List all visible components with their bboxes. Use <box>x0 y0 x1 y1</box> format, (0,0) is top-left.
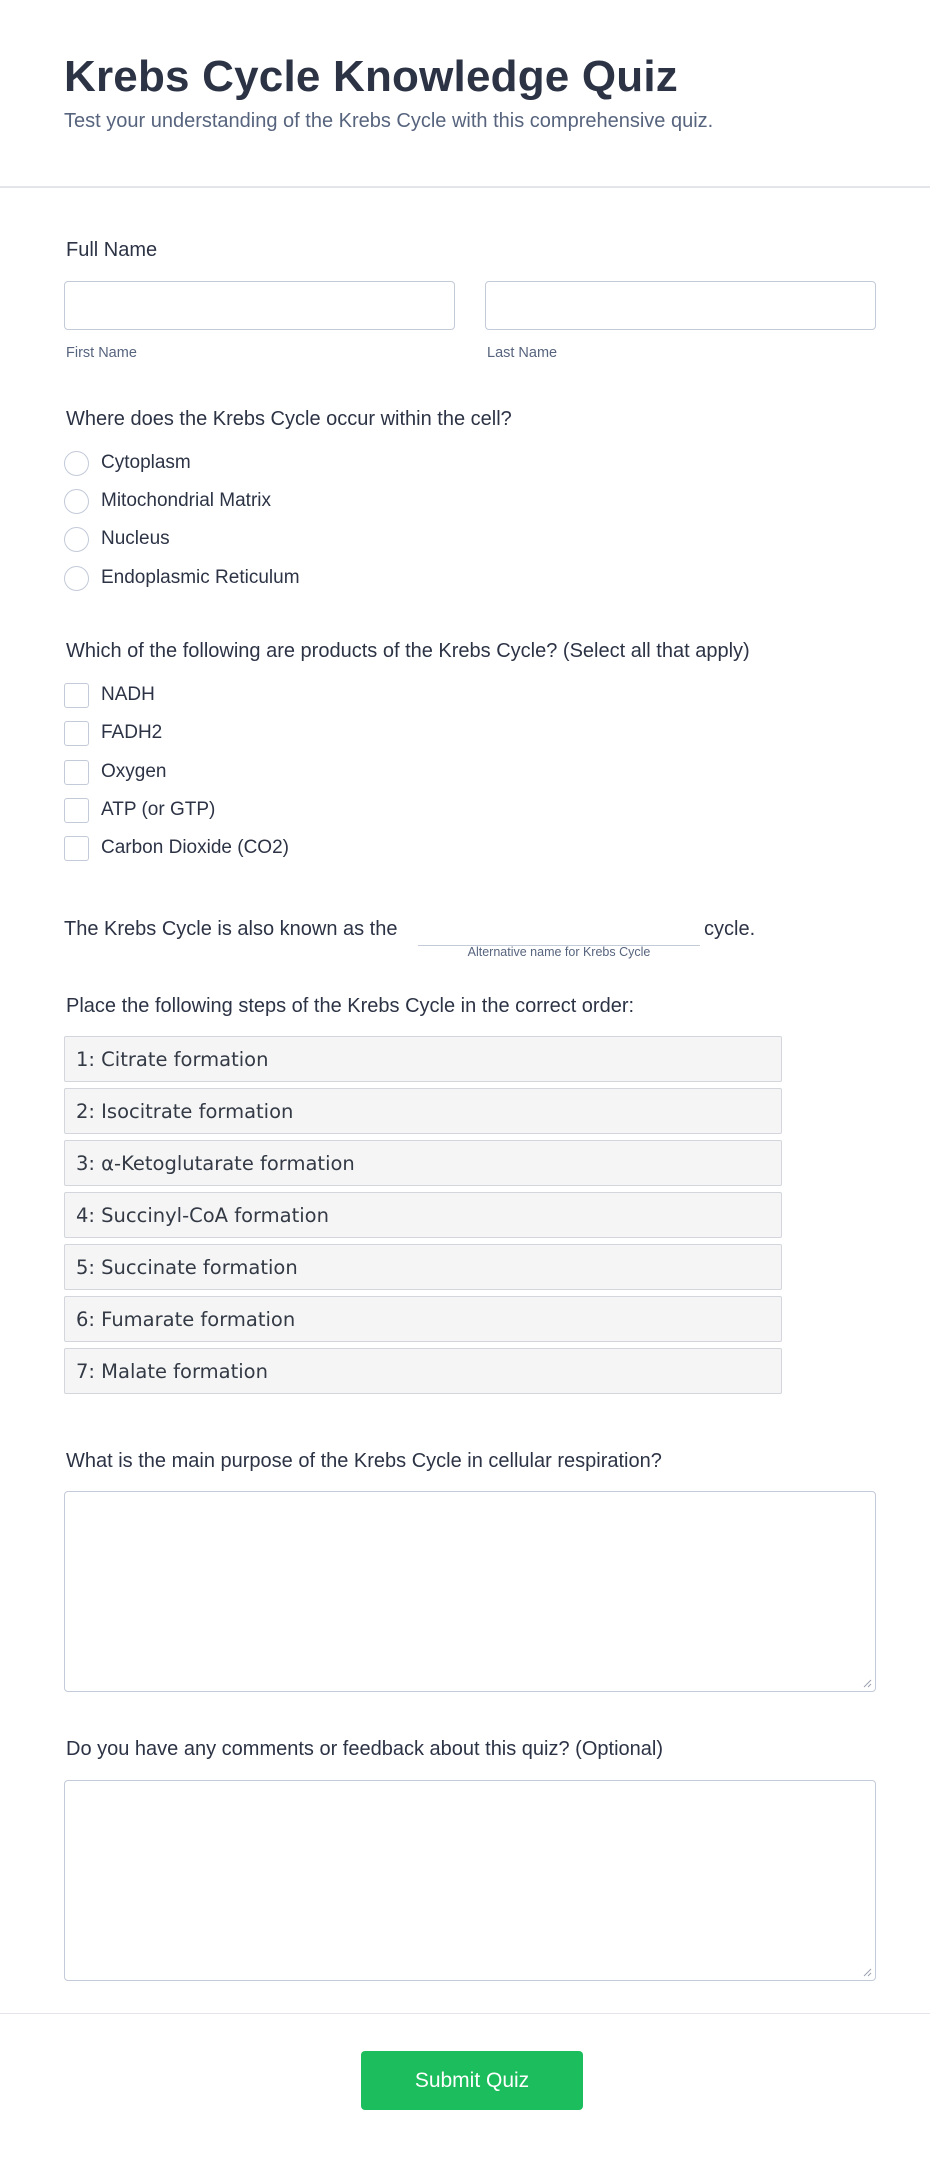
resize-grip-icon[interactable] <box>862 1678 872 1688</box>
order-step-item[interactable]: 5: Succinate formation <box>64 1244 782 1290</box>
radio-option-label: Endoplasmic Reticulum <box>101 567 300 588</box>
checkbox-option-label: NADH <box>101 684 155 705</box>
purpose-textarea[interactable] <box>64 1491 876 1692</box>
last-name-sublabel: Last Name <box>487 345 558 361</box>
radio-option-endoplasmic-reticulum[interactable] <box>64 564 300 592</box>
checkbox-option-fadh2[interactable] <box>64 719 162 747</box>
checkbox[interactable] <box>64 836 89 861</box>
order-step-item[interactable]: 3: α-Ketoglutarate formation <box>64 1140 782 1186</box>
fill-blank-sublabel: Alternative name for Krebs Cycle <box>467 945 651 959</box>
checkbox[interactable] <box>64 721 89 746</box>
full-name-label: Full Name <box>66 239 158 261</box>
checkbox-option-label: Oxygen <box>101 761 167 782</box>
resize-grip-icon[interactable] <box>862 1967 872 1977</box>
products-question: Which of the following are products of the Krebs Cycle? (Select all that apply) <box>66 640 750 662</box>
radio-button[interactable] <box>64 566 89 591</box>
radio-option-label: Cytoplasm <box>101 452 191 473</box>
form-header <box>0 0 930 188</box>
feedback-question: Do you have any comments or feedback about this quiz? (Optional) <box>66 1738 663 1760</box>
order-step-item[interactable]: 2: Isocitrate formation <box>64 1088 782 1134</box>
radio-button[interactable] <box>64 489 89 514</box>
checkbox[interactable] <box>64 798 89 823</box>
checkbox-option-label: FADH2 <box>101 722 163 743</box>
checkbox-option-nadh[interactable] <box>64 681 155 709</box>
checkbox-option-oxygen[interactable] <box>64 758 166 786</box>
first-name-sublabel: First Name <box>66 345 137 361</box>
checkbox-option-co2[interactable] <box>64 834 289 862</box>
radio-button[interactable] <box>64 527 89 552</box>
checkbox[interactable] <box>64 760 89 785</box>
radio-option-cytoplasm[interactable] <box>64 449 191 477</box>
checkbox-option-atp[interactable] <box>64 796 215 824</box>
feedback-textarea[interactable] <box>64 1780 876 1981</box>
checkbox-option-label: Carbon Dioxide (CO2) <box>101 837 289 858</box>
checkbox[interactable] <box>64 683 89 708</box>
submit-quiz-button[interactable]: Submit Quiz <box>361 2051 583 2110</box>
order-question: Place the following steps of the Krebs Cycle in the correct order: <box>66 995 635 1017</box>
order-step-item[interactable]: 7: Malate formation <box>64 1348 782 1394</box>
page-title: Krebs Cycle Knowledge Quiz <box>64 52 679 101</box>
purpose-question: What is the main purpose of the Krebs Cycle in cellular respiration? <box>66 1450 662 1472</box>
radio-option-mitochondrial-matrix[interactable] <box>64 487 271 515</box>
fill-blank-input[interactable] <box>418 924 700 946</box>
radio-option-label: Mitochondrial Matrix <box>101 490 271 511</box>
checkbox-option-label: ATP (or GTP) <box>101 799 216 820</box>
order-step-item[interactable]: 1: Citrate formation <box>64 1036 782 1082</box>
first-name-input[interactable] <box>64 281 455 330</box>
footer-divider <box>0 2013 930 2014</box>
fill-blank-suffix: cycle. <box>704 918 756 940</box>
radio-option-nucleus[interactable] <box>64 525 170 553</box>
radio-option-label: Nucleus <box>101 528 170 549</box>
order-step-item[interactable]: 4: Succinyl-CoA formation <box>64 1192 782 1238</box>
order-step-item[interactable]: 6: Fumarate formation <box>64 1296 782 1342</box>
location-question: Where does the Krebs Cycle occur within the cell? <box>66 408 512 430</box>
page-subtitle: Test your understanding of the Krebs Cycle with this comprehensive quiz. <box>64 110 714 132</box>
last-name-input[interactable] <box>485 281 876 330</box>
radio-button[interactable] <box>64 451 89 476</box>
fill-blank-prefix: The Krebs Cycle is also known as the <box>64 918 398 940</box>
